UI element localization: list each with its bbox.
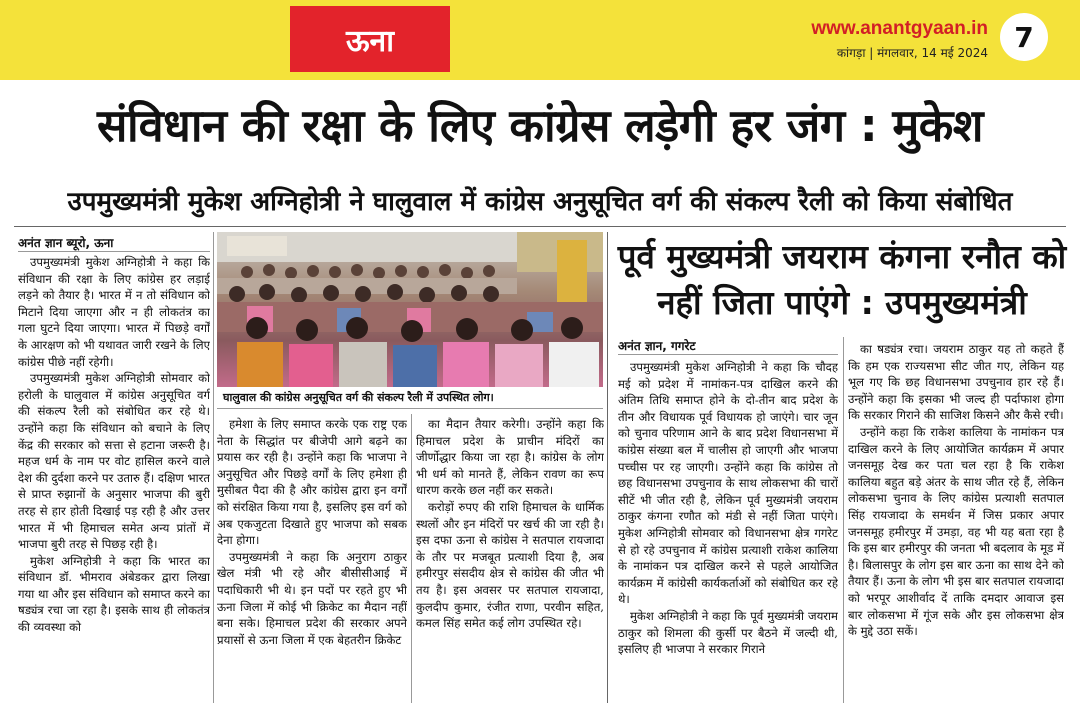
story1-column-1	[18, 254, 210, 703]
column-divider	[411, 414, 412, 703]
main-headline: संविधान की रक्षा के लिए कांग्रेस लड़ेगी हर जंग : मुकेश	[97, 99, 983, 152]
story1-col3-para: करोड़ों रुपए की राशि हिमाचल के धार्मिक स्थलों और इन मंदिरों पर खर्च की जा रही है। इस दफा ऊना से कांग्रेस ने सतपाल रायजादा के तौर पर मजबूत प्रत्याशी दिया है, अब हमीरपुर संसदीय क्षेत्र से कांग्रेस की जीत भी तय है। इस अवसर पर सतपाल रायजादा, कुलदीप कुमार, रंजीत राणा, परवीन सहित, कमल सिंह समेत कई लोग उपस्थित रहे।	[416, 499, 604, 631]
story1-column-2	[217, 416, 407, 703]
section-tag: ऊना	[290, 6, 450, 72]
story2-column-1	[618, 359, 838, 703]
story1-col2-para: हमेशा के लिए समाप्त करके एक राष्ट्र एक नेता के सिद्धांत पर बीजेपी आगे बढ़ने का प्रयास कर रही है। उन्होंने कहा कि भाजपा ने अनुसूचित और पिछड़े वर्गों के लिए हमेशा ही मुसीबत पैदा की है और कांग्रेस द्वारा इन वर्गों को संरक्षित किया गया है, इसलिए इस वर्ग को अब एकजुटता दिखाते हुए भाजपा को सबक देना होगा।	[217, 417, 407, 548]
column-divider	[213, 232, 214, 703]
story2-col1-para: उपमुख्यमंत्री मुकेश अग्निहोत्री ने कहा कि चौदह मई को प्रदेश में नामांकन-पत्र दाखिल करने की अंतिम तिथि समाप्त होने के दो-तीन बाद प्रदेश के तीन और विधायक पूर्व विधायक हो जाएंगे। चार जून को चुनाव परिणाम आने के बाद प्रदेश विधानसभा में कांग्रेस संख्या बल में चालीस हो जाएगी और भाजपा पच्चीस पर रह जाएगी। उन्होंने कहा कि कांग्रेस तो छह विधानसभा उपचुनाव के साथ लोकसभा की चारों सीटें भी जीत रही है, लेकिन पूर्व मुख्यमंत्री जयराम ठाकुर कंगना रणौत को मंडी से नहीं जिता पाएंगे। मुकेश अग्निहोत्री सोमवार को विधानसभा क्षेत्र गगरेट से हो रहे उपचुनाव में कांग्रेस प्रत्याशी राकेश कालिया के नामांकन पत्र दाखिल करने से पहले आयोजित कार्यक्रम में कांग्रेसी कार्यकर्ताओं को संबोधित कर रहे थे।	[618, 360, 838, 607]
photo-caption: घालुवाल की कांग्रेस अनुसूचित वर्ग की संकल्प रैली में उपस्थित लोग।	[217, 387, 603, 409]
main-subheadline: उपमुख्यमंत्री मुकेश अग्निहोत्री ने घालुवाल में कांग्रेस अनुसूचित वर्ग की संकल्प रैली को किया संबोधित	[67, 187, 1013, 217]
story2-col1-para: मुकेश अग्निहोत्री ने कहा कि पूर्व मुख्यमंत्री जयराम ठाकुर को शिमला की कुर्सी पर बैठने में जल्दी थी, इसलिए ही भाजपा ने सरकार गिराने	[618, 608, 838, 657]
story1-col3-para: का मैदान तैयार करेगी। उन्होंने कहा कि हिमाचल प्रदेश के प्राचीन मंदिरों का जीर्णोद्धार किया जा रहा है। कांग्रेस के लोग भी धर्म को मानते हैं, लेकिन रावण का रूप धारण करके छल नहीं कर सकते।	[416, 417, 604, 498]
subhead-divider	[14, 226, 1066, 227]
story2-byline: अनंत ज्ञान, गगरेट	[618, 339, 696, 353]
story2-col2-para: उन्होंने कहा कि राकेश कालिया के नामांकन पत्र दाखिल करने के लिए आयोजित कार्यक्रम में अपार जनसमूह देख कर पता चल रहा है कि राकेश कालिया बहुत बड़े अंतर के साथ जीत रहे हैं, लेकिन लोकसभा चुनाव के लिए कांग्रेस प्रत्याशी सतपाल सिंह रायजादा के समर्थन में जिस प्रकार अपार जनसमूह हमीरपुर में उमड़ा, वह भी यह बता रहा है कि इस बार हमीरपुर की जनता भी बदलाव के मूड में है। बिलासपुर के लोग इस बार ऊना का साथ देने को तैयार हैं। ऊना के लोग भी इस बार सतपाल रायजादा को भरपूर आशीर्वाद दें ताकि दमदार आवाज इस बार लोकसभा में गूंज सके और इस लोकसभा क्षेत्र के मुद्दे उठा सकें।	[848, 424, 1064, 639]
story1-col2-para: उपमुख्यमंत्री ने कहा कि अनुराग ठाकुर खेल मंत्री भी रहे और बीसीसीआई में पदाधिकारी भी थे। इन पदों पर रहते हुए भी ऊना जिला में कोई भी क्रिकेट का मैदान नहीं बना सके। हिमाचल प्रदेश की सरकार अपने प्रयासों से ऊना जिला में एक बेहतरीन क्रिकेट	[217, 549, 407, 647]
story2-headline: पूर्व मुख्यमंत्री जयराम कंगना रनौत को नहीं जिता पाएंगे : उपमुख्यमंत्री	[617, 237, 1067, 322]
story2-col2-para: का षड्यंत्र रचा। जयराम ठाकुर यह तो कहते हैं कि हम एक राज्यसभा सीट जीत गए, लेकिन यह भूल गए कि छह विधानसभा उपचुनाव हार रहे हैं। उन्होंने कहा कि इसका भी जल्द ही पर्दाफाश होगा कि सरकार गिराने की साजिश किसने और कैसे रची।	[848, 342, 1064, 423]
rally-crowd-illustration	[217, 232, 603, 387]
story1-col1-para: उपमुख्यमंत्री मुकेश अग्निहोत्री ने कहा कि संविधान की रक्षा के लिए कांग्रेस हर लड़ाई लड़ने को तैयार है। भारत में न तो संविधान को मिटाने दिया जाएगा और न ही लोकतंत्र का गला घुटने दिया जाएगा। भारत में पिछड़े वर्गों के आरक्षण को भी यथावत जारी रखने के लिए कांग्रेस पीछे नहीं रहेगी।	[18, 255, 210, 369]
byline-rule	[18, 251, 210, 252]
story1-col1-para: मुकेश अग्निहोत्री ने कहा कि भारत का संविधान डॉ. भीमराव अंबेडकर द्वारा लिखा गया था और इस संविधान को समाप्त करने का षड्यंत्र रचा जा रहा है। इसके साथ ही लोकतंत्र की व्यवस्था को	[18, 553, 210, 635]
story1-column-3	[416, 416, 604, 703]
website-link[interactable]: www.anantgyaan.in	[811, 18, 988, 39]
page-number-badge: 7	[1000, 13, 1048, 61]
story1-byline: अनंत ज्ञान ब्यूरो, ऊना	[18, 236, 114, 250]
masthead-band	[0, 0, 1080, 80]
byline-rule	[618, 354, 838, 355]
story-divider	[607, 232, 608, 703]
story1-col1-para: उपमुख्यमंत्री मुकेश अग्निहोत्री सोमवार को हरोली के घालुवाल में कांग्रेस अनुसूचित वर्ग की संकल्प रैली को संबोधित कर रहे थे। उन्होंने कहा कि संविधान को बचाने के लिए केंद्र की सरकार को सत्ता से हटाना जरूरी है। महज धर्म के नाम पर वोट हासिल करने वाले देश की दुर्दशा करने पर उतारु हैं। दक्षिण भारत से प्राप्त रुझानों के अनुसार भाजपा की बुरी तरह से हार होती दिखाई पड़ रही है और उत्तर भारत में भी हिमाचल समेत अन्य प्रांतों में भाजपा बुरी तरह से पिछड़ रही है।	[18, 371, 210, 552]
column-divider	[843, 337, 844, 703]
rally-photo	[217, 232, 603, 387]
dateline: कांगड़ा | मंगलवार, 14 मई 2024	[836, 46, 988, 60]
story2-column-2	[848, 341, 1064, 703]
